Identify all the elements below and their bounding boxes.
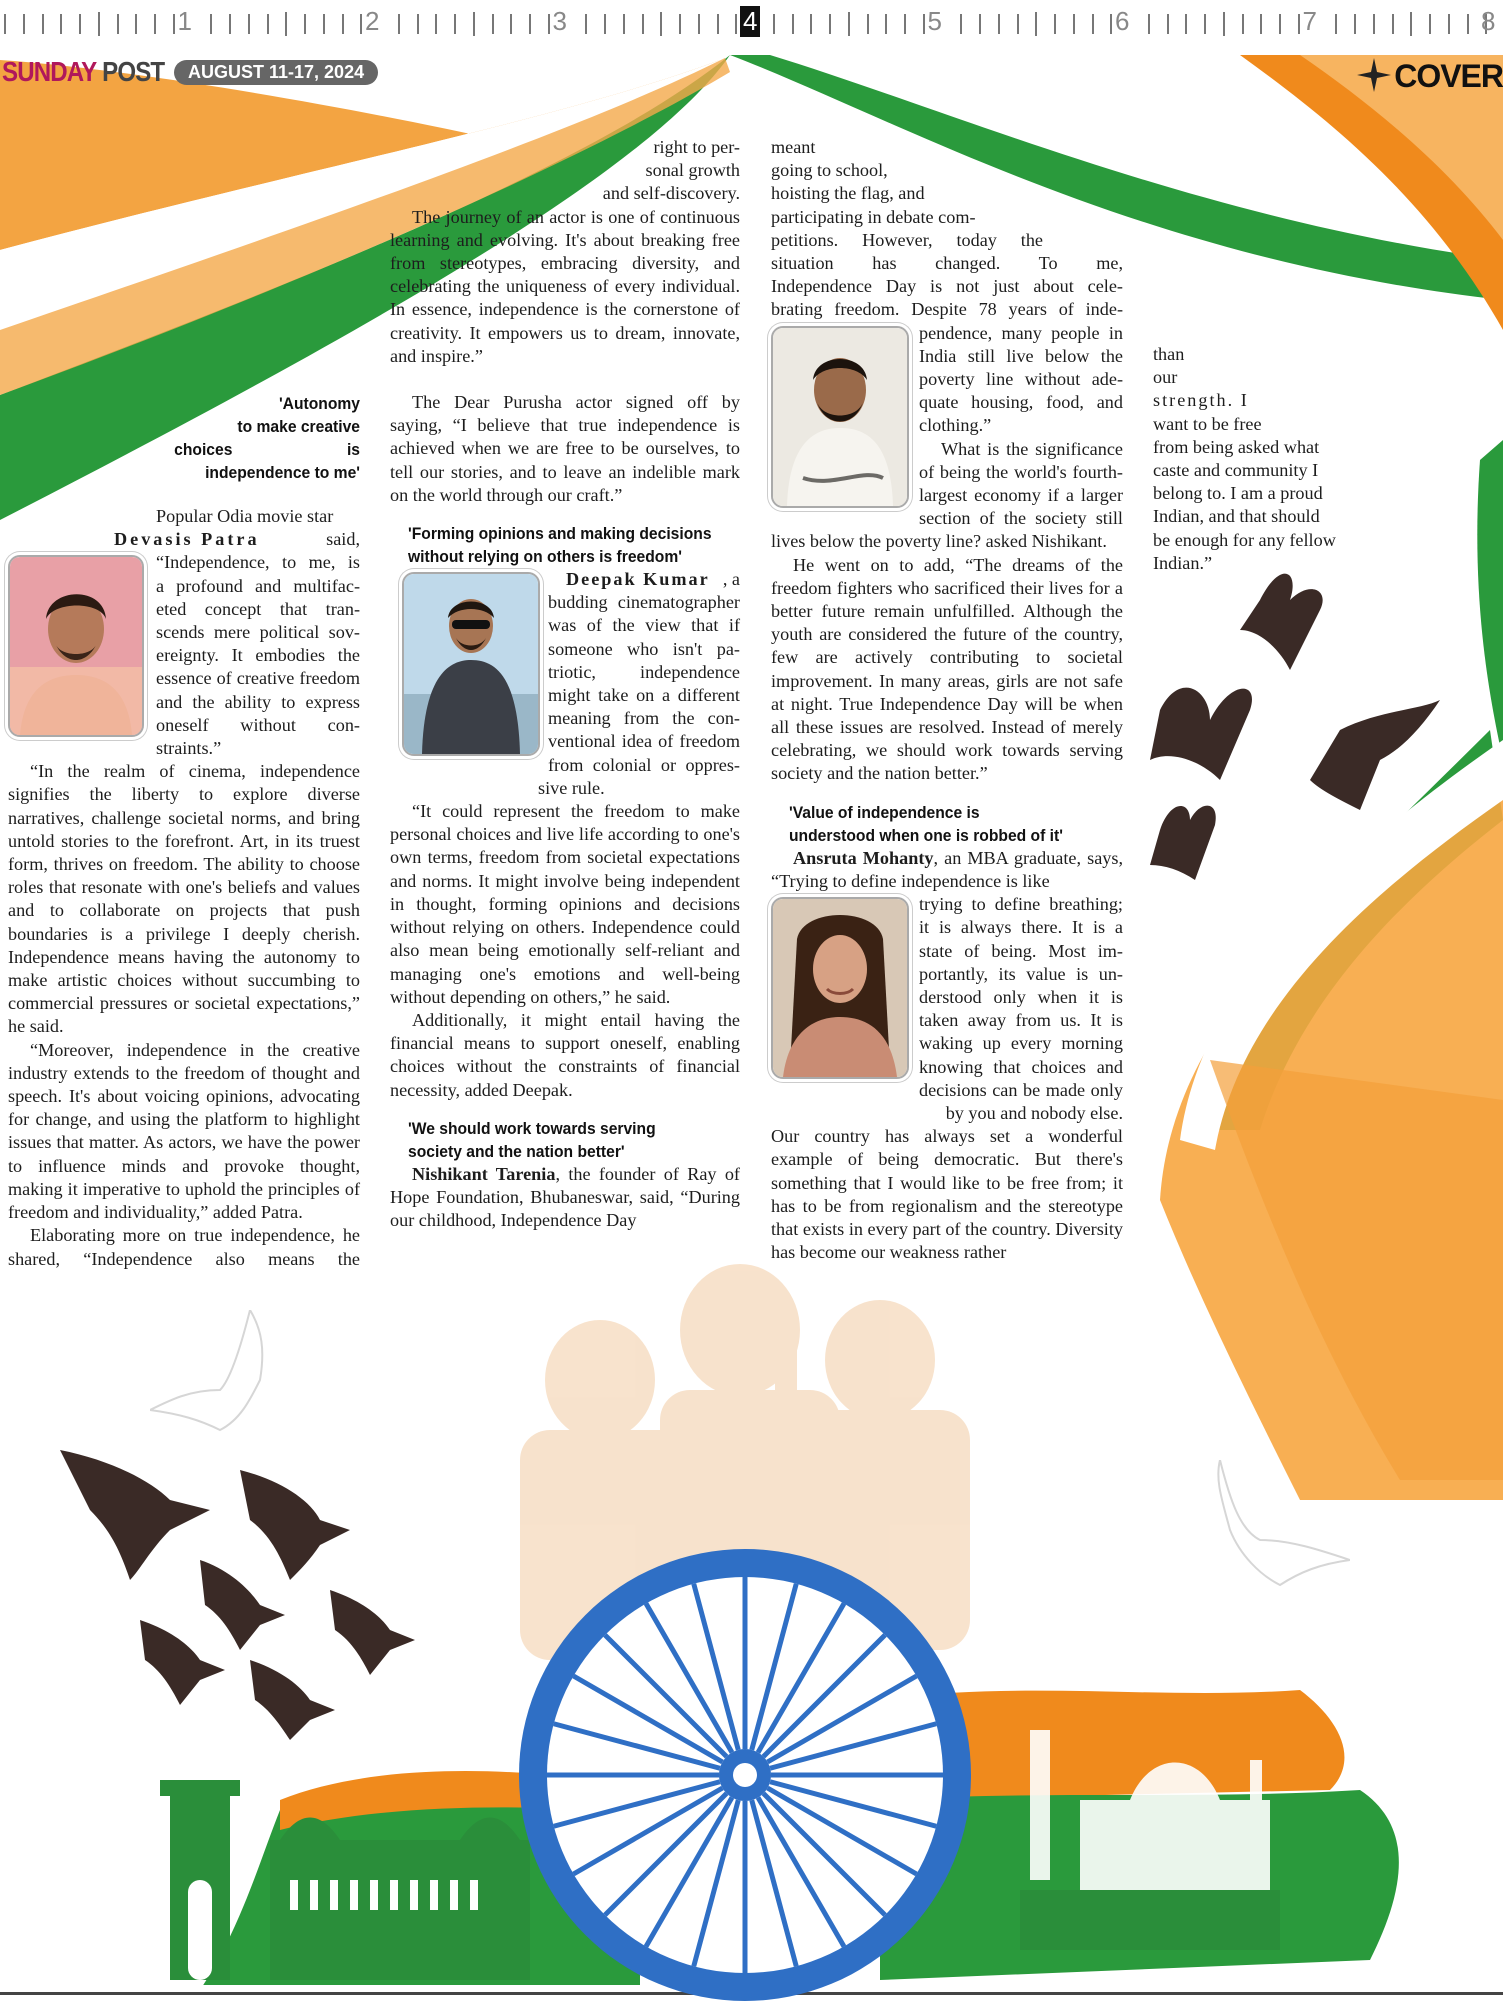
article-column-4: than our strength. I want to be free from being asked what caste and community I belong to. I am a proud Indian, and that should be enough for any fellow Indian.”: [1153, 344, 1336, 573]
portrait-man-sunglasses-icon: [404, 574, 538, 754]
article-column-1: 'Autonomy to make creative choices is independence to me' Popular Odia movie star Devasis Patra said, “Independence, to me, is a profound and multifac- eted concept that tran- scends mere political sov- ereignty. It embodies the essence of creative freedom and the ability to express oneself without con- straints.” “In the realm of cinema, independence signifies the liberty to explore diverse narratives, challenge societal norms, and bring untold stories to the forefront. Art, in its truest form, thrives on freedom. The ability to choose roles that resonate with one's beliefs and values and to collaborate on projects that push boundaries is a privilege I deeply cherish. Independence means having the autonomy to make artistic choices without succumbing to commercial pressures or societal expectations,” he said. “Moreover, independence in the creative industry extends to the freedom of thought and speech. It's about voicing opinions, advocating for change, and using the platform to highlight issues that matter. As actors, we have the power to influence minds and provoke thought, making it imperative to uphold the principles of freedom and individuality,” added Patra. Elaborating more on true independence, he shared, “Independence also means the: [8, 392, 360, 1271]
ruler-tick: [1167, 14, 1169, 34]
photo-ansruta-mohanty: [771, 897, 909, 1079]
ruler-tick: [660, 12, 662, 36]
ruler-tick: [1185, 14, 1187, 34]
ruler-tick: [1148, 14, 1150, 34]
ruler-tick: [1335, 14, 1337, 34]
ruler-tick: [154, 14, 156, 34]
ruler-tick: [285, 12, 287, 36]
ashoka-chakra-icon: [510, 1540, 980, 2008]
ruler-tick: [735, 14, 737, 34]
subheading-serving-society: 'We should work towards serving society and the nation better': [408, 1118, 656, 1161]
bird-silhouette-icon: [1140, 560, 1500, 920]
ruler-tick: [79, 14, 81, 34]
ruler-number: 4: [740, 6, 760, 37]
ruler-tick: [604, 14, 606, 34]
article-paragraph: “In the realm of cinema, independence signifies the liberty to explore diverse narratives, challenge societal norms, and bring untold stories to the forefront. Art, in its truest form, thrives on freedom. The ability to choose roles that resonate with one's beliefs and values and to collaborate on projects that push boundaries is a privilege I deeply cherish. Independence means having the autonomy to make artistic choices without succumbing to commercial pressures or societal expectations,” he said.: [8, 761, 360, 1037]
ruler-tick: [1054, 14, 1056, 34]
ruler-tick: [60, 14, 62, 34]
ruler-tick: [454, 14, 456, 34]
ruler-number: 8: [1481, 6, 1496, 36]
article-paragraph: “It could represent the freedom to make personal choices and live life according to one's own terms, freedom from societal expectations and norms. It might involve being independent in thought, forming opinions and decisions without relying on others. Independence could also mean being emotionally self-reliant and managing one's emotions and well-being without depending on others,” he said.: [390, 801, 740, 1007]
ruler-tick: [117, 14, 119, 34]
ruler-tick: [773, 14, 775, 34]
ruler-tick: [1092, 14, 1094, 34]
ruler-tick: [529, 14, 531, 34]
ruler-tick: [1073, 14, 1075, 34]
article-paragraph: Our country has always set a wonderful example of being democratic. But there's something that I would like to be free from; it has to be from regionalism and the stereotype that exists in every part of the country. Diversity has become our weakness rather: [771, 1126, 1123, 1263]
ruler-tick: [904, 14, 906, 34]
ruler-tick: [417, 14, 419, 34]
compass-star-icon: [1357, 58, 1391, 92]
ruler-tick: [248, 14, 250, 34]
section-label: COVER: [1394, 58, 1503, 94]
ruler-tick: [98, 12, 100, 36]
ruler-number: 7: [1302, 6, 1317, 36]
ruler-tick: [135, 14, 137, 34]
ruler-tick: [867, 14, 869, 34]
ruler-tick: [210, 14, 212, 34]
article-paragraph: The journey of an actor is one of continuous learning and evolving. It's about breaking free from stereotypes, embracing diversity, and celebrating the uniqueness of every individual. In essence, independence is the cornerstone of creativity. It empowers us to dream, innovate, and inspire.”: [390, 206, 740, 366]
article-column-3: meant going to school, hoisting the flag, and participating in debate com- petitions. However, today the situation has changed. To me, Independence Day is not just about cele- brating freedom. Despite 78 years of inde- pendence, many people in India still live below the poverty line without ade- quate housing, food, and clothing.” What is the significance of being the world's fourth- largest economy if a larger section of the society still lives below the poverty line? asked Nishikant. He went on to add, “The dreams of the freedom fighters who sacrificed their lives for a better future remain unfulfilled. Although the youth are considered the future of the country, few are actively contributing to societal improvement. In many areas, girls are not safe at night. True Independence Day will be when all these issues are resolved. Instead of merely celebrating, we should work towards serving society and the nation better.” 'Value of independence is understood when one is robbed of it' Ansruta Mohanty, an MBA graduate, says, “Trying to define independence is like trying to define breathing; it is always there. It is a state of being. Most im- portantly, its value is un- derstood only when it is taken away from us. It is waking up every morning knowing that choices and decisions can be made only by you and nobody else. Our country has always set a wonderful example of being democratic. But there's something that I would like to be free from; it has to be from regionalism and the stereotype that exists in every part of the country. Diversity has become our weakness rather: [771, 136, 1123, 1264]
ruler-tick: [1448, 14, 1450, 34]
ruler-tick: [1110, 14, 1112, 34]
ruler-tick: [1298, 14, 1300, 34]
ruler-number: 2: [365, 6, 380, 36]
ruler-tick: [1429, 14, 1431, 34]
issue-date-badge: AUGUST 11-17, 2024: [174, 60, 378, 85]
page-ruler: [0, 0, 1503, 44]
ruler-tick: [342, 14, 344, 34]
ruler-number: 1: [177, 6, 192, 36]
ruler-tick: [1373, 14, 1375, 34]
india-gate-icon: [150, 1760, 550, 1980]
ruler-tick: [510, 14, 512, 34]
article-paragraph: “Moreover, independence in the creative industry extends to the freedom of thought and speech. It's about voicing opinions, advocating for change, and using the platform to highlight issues that matter. As actors, we have the power to influence minds and provoke thought, making it imperative to uphold the principles of freedom and individuality,” added Patra.: [8, 1039, 360, 1223]
portrait-man-icon: [10, 557, 142, 735]
ruler-tick: [304, 14, 306, 34]
article-column-2: right to per- sonal growth and self-discovery. The journey of an actor is one of continuous learning and evolving. It's about breaking free from stereotypes, embracing diversity, and celebrating the uniqueness of every individual. In essence, independence is the cornerstone of creativity. It empowers us to dream, innovate, and inspire.” The Dear Purusha actor signed off by saying, “I believe that true independence is achieved when we are free to be ourselves, to tell our stories, and to leave an indelible mark on the world through our craft.” 'Forming opinions and making decisions without relying on others is freedom' Deepak Kumar , a budding cinematographer was of the view that if someone who isn't pa- triotic, independence might take on a different meaning from the con- ventional idea of freedom from colonial or oppres- sive rule. “It could represent the freedom to make personal choices and live life according to one's own terms, freedom from societal expectations and norms. It might involve being independent in thought, forming opinions and decisions without relying on others. Independence could also mean being emotionally self-reliant and managing one's emotions and well-being without depending on others,” he said. Additionally, it might entail having the financial means to support oneself, enabling choices without the constraints of financial necessity, added Deepak. 'We should work towards serving society and the nation better' Nishikant Tarenia, the founder of Ray of Hope Foundation, Bhubaneswar, said, “During our childhood, Independence Day: [390, 136, 740, 1232]
article-paragraph: Elaborating more on true independence, he shared, “Independence also means the: [8, 1225, 360, 1269]
photo-deepak-kumar: [402, 572, 540, 756]
subheading-autonomy: 'Autonomy to make creative choices is independence to me': [174, 394, 360, 482]
ruler-tick: [717, 14, 719, 34]
ruler-tick: [923, 14, 925, 34]
ruler-tick: [1392, 14, 1394, 34]
ruler-tick: [642, 14, 644, 34]
article-paragraph: Nishikant Tarenia, the founder of Ray of Hope Foundation, Bhubaneswar, said, “During our childhood, Independence Day: [390, 1163, 740, 1231]
dove-icon: [1200, 1460, 1350, 1590]
article-paragraph: He went on to add, “The dreams of the freedom fighters who sacrificed their lives for a better future remain unfulfilled. Although the youth are considered the future of the country, few are actively contributing to societal improvement. In many areas, girls are not safe at night. True Independence Day will be when all these issues are resolved. Instead of merely celebrating, we should work towards serving society and the nation better.”: [771, 554, 1123, 784]
article-paragraph: Additionally, it might entail having the financial means to support oneself, enabling choices without the constraints of financial necessity, added Deepak.: [390, 1009, 740, 1100]
subheading-forming-opinions: 'Forming opinions and making decisions without relying on others is freedom': [408, 524, 712, 567]
ruler-tick: [885, 14, 887, 34]
bird-flock-icon: [50, 1440, 430, 1740]
ruler-tick: [4, 14, 6, 34]
ruler-tick: [42, 14, 44, 34]
ruler-tick: [1279, 14, 1281, 34]
ruler-tick: [1260, 14, 1262, 34]
ruler-tick: [492, 14, 494, 34]
ruler-tick: [1467, 14, 1469, 34]
ruler-tick: [229, 14, 231, 34]
ruler-tick: [998, 14, 1000, 34]
ruler-tick: [979, 14, 981, 34]
article-paragraph: Ansruta Mohanty, an MBA graduate, says, “Trying to define independence is like: [771, 847, 1123, 891]
ruler-tick: [23, 14, 25, 34]
ruler-tick: [1223, 12, 1225, 36]
dove-icon: [150, 1310, 290, 1440]
ruler-tick: [623, 14, 625, 34]
ruler-tick: [792, 14, 794, 34]
ruler-tick: [679, 14, 681, 34]
article-paragraph: The Dear Purusha actor signed off by saying, “I believe that true independence is achieved when we are free to be ourselves, to tell our stories, and to leave an indelible mark on the world through our craft.”: [390, 392, 740, 505]
ruler-number: 6: [1115, 6, 1130, 36]
ruler-tick: [1354, 14, 1356, 34]
ruler-tick: [810, 14, 812, 34]
ruler-number: 5: [927, 6, 942, 36]
ruler-tick: [435, 14, 437, 34]
page-header: [0, 56, 1503, 96]
ruler-tick: [1035, 12, 1037, 36]
ruler-tick: [829, 14, 831, 34]
ruler-tick: [267, 14, 269, 34]
portrait-woman-icon: [773, 899, 907, 1077]
ruler-tick: [848, 12, 850, 36]
photo-devasis-patra: [8, 555, 144, 737]
ruler-tick: [548, 14, 550, 34]
monument-skyline-icon: [1000, 1720, 1300, 1960]
ruler-tick: [1410, 12, 1412, 36]
ruler-tick: [473, 12, 475, 36]
ruler-tick: [585, 14, 587, 34]
ruler-tick: [960, 14, 962, 34]
ruler-tick: [1017, 14, 1019, 34]
photo-nishikant-tarenia: [771, 326, 909, 508]
ruler-tick: [323, 14, 325, 34]
subheading-value-of-independence: 'Value of independence is understood when one is robbed of it': [789, 802, 1063, 845]
ruler-tick: [1242, 14, 1244, 34]
ruler-tick: [398, 14, 400, 34]
ruler-tick: [360, 14, 362, 34]
masthead-logo: SUNDAY POST: [2, 56, 165, 87]
ruler-tick: [173, 14, 175, 34]
portrait-man-beard-icon: [773, 328, 907, 506]
ruler-tick: [698, 14, 700, 34]
ruler-tick: [1204, 14, 1206, 34]
ruler-number: 3: [552, 6, 567, 36]
